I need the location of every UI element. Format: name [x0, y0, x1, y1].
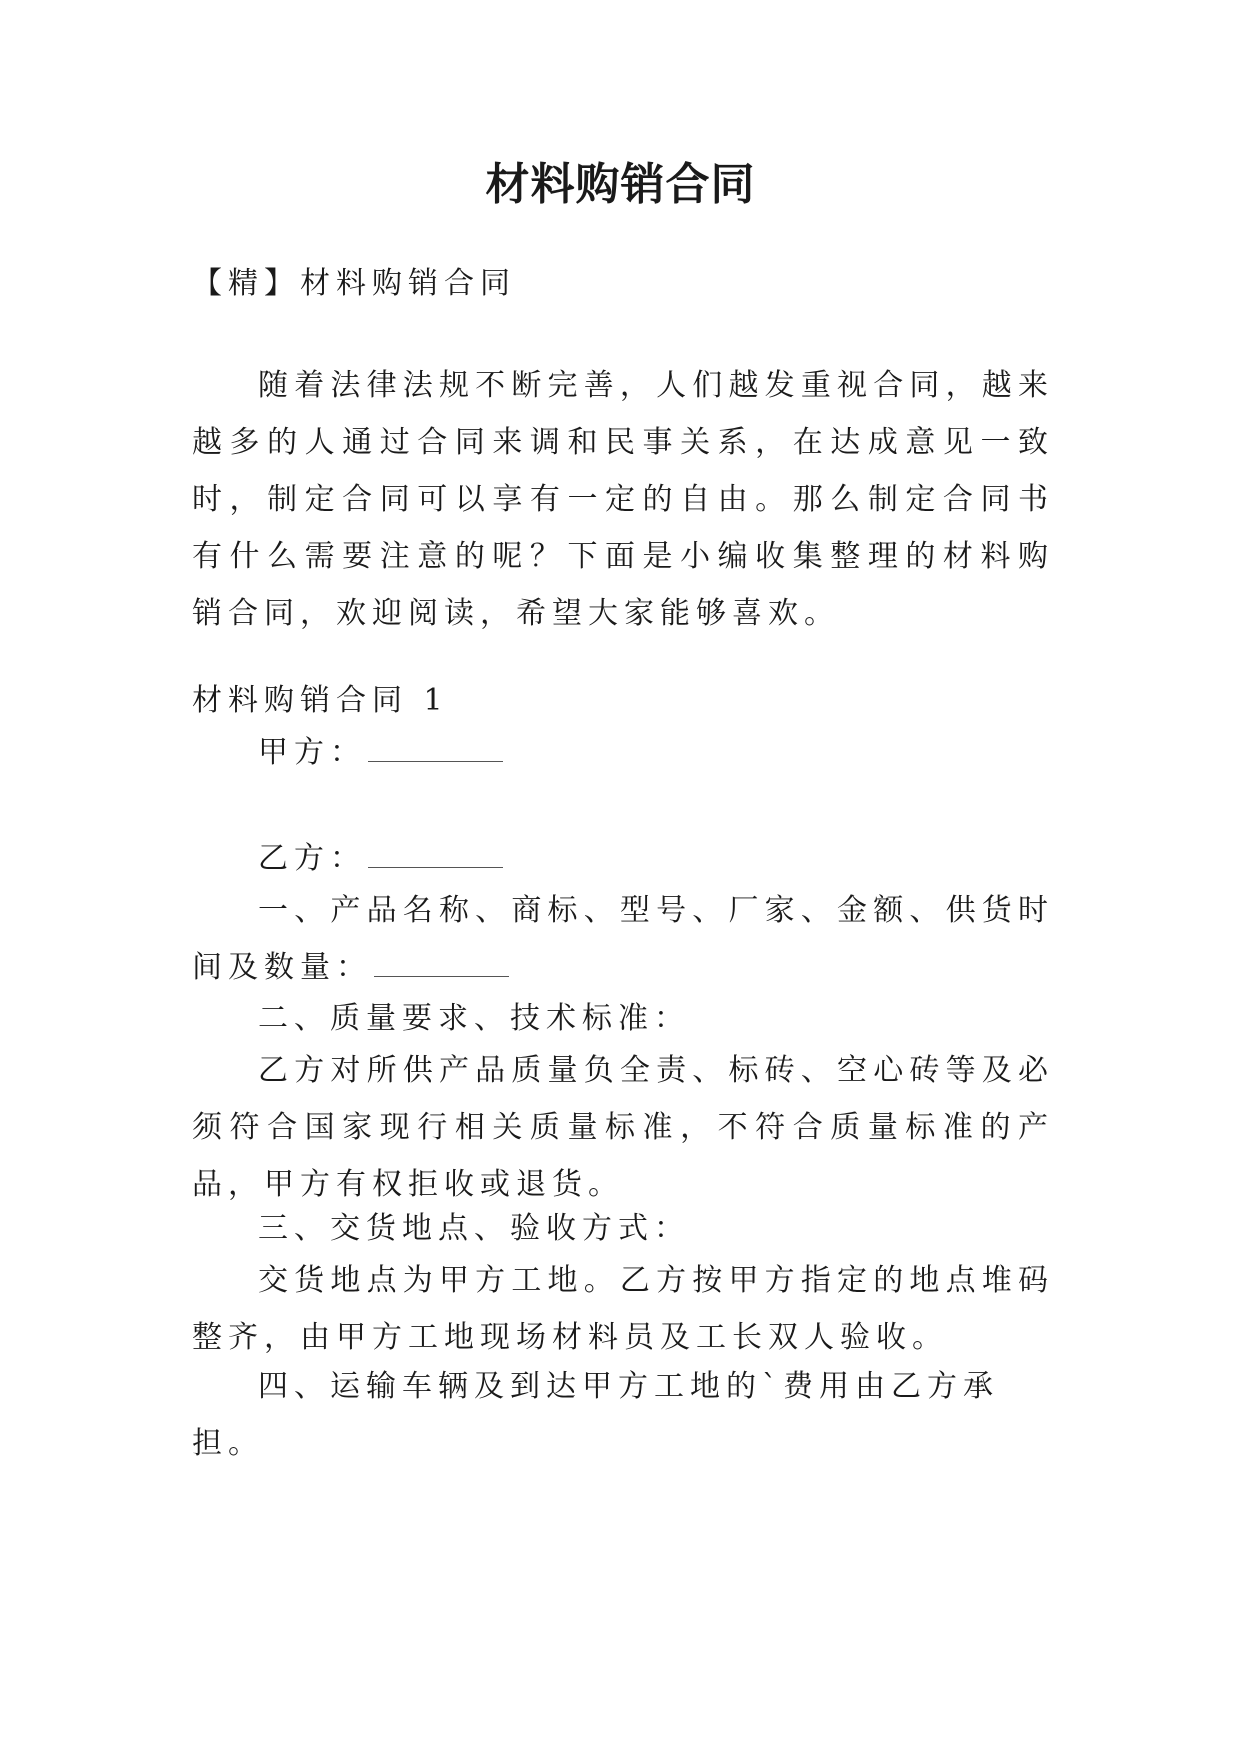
- intro-paragraph: 随着法律法规不断完善，人们越发重视合同，越来越多的人通过合同来调和民事关系，在达成意见一致时，制定合同可以享有一定的自由。那么制定合同书有什么需要注意的呢？下面是小编收集整理的材料购销合同，欢迎阅读，希望大家能够喜欢。: [192, 368, 1054, 631]
- document-subtitle: 【精】材料购销合同: [192, 266, 516, 301]
- party-b-blank: [368, 866, 503, 868]
- party-a-blank: [368, 760, 503, 762]
- clause-4: 四、运输车辆及到达甲方工地的`费用由乙方承担。: [192, 1369, 999, 1461]
- contract-heading: 材料购销合同 1: [192, 683, 449, 718]
- quantity-blank: [374, 975, 509, 977]
- party-b-line: [192, 830, 1054, 887]
- party-a-line: [192, 724, 1054, 781]
- clause-3-title: 三、交货地点、验收方式：: [258, 1211, 690, 1246]
- clause-2-body: 乙方对所供产品质量负全责、标砖、空心砖等及必须符合国家现行相关质量标准，不符合质量标准的产品，甲方有权拒收或退货。: [192, 1053, 1054, 1202]
- party-a-label: 甲方：: [258, 735, 366, 770]
- clause-1: [192, 882, 1054, 996]
- clause-1-text: 一、产品名称、商标、型号、厂家、金额、供货时间及数量：: [192, 893, 1054, 985]
- party-b-label: 乙方：: [258, 841, 366, 876]
- document-title: 材料购销合同: [485, 159, 756, 210]
- clause-2-title: 二、质量要求、技术标准：: [258, 1001, 690, 1036]
- clause-3-body: 交货地点为甲方工地。乙方按甲方指定的地点堆码整齐，由甲方工地现场材料员及工长双人验收。: [192, 1263, 1054, 1355]
